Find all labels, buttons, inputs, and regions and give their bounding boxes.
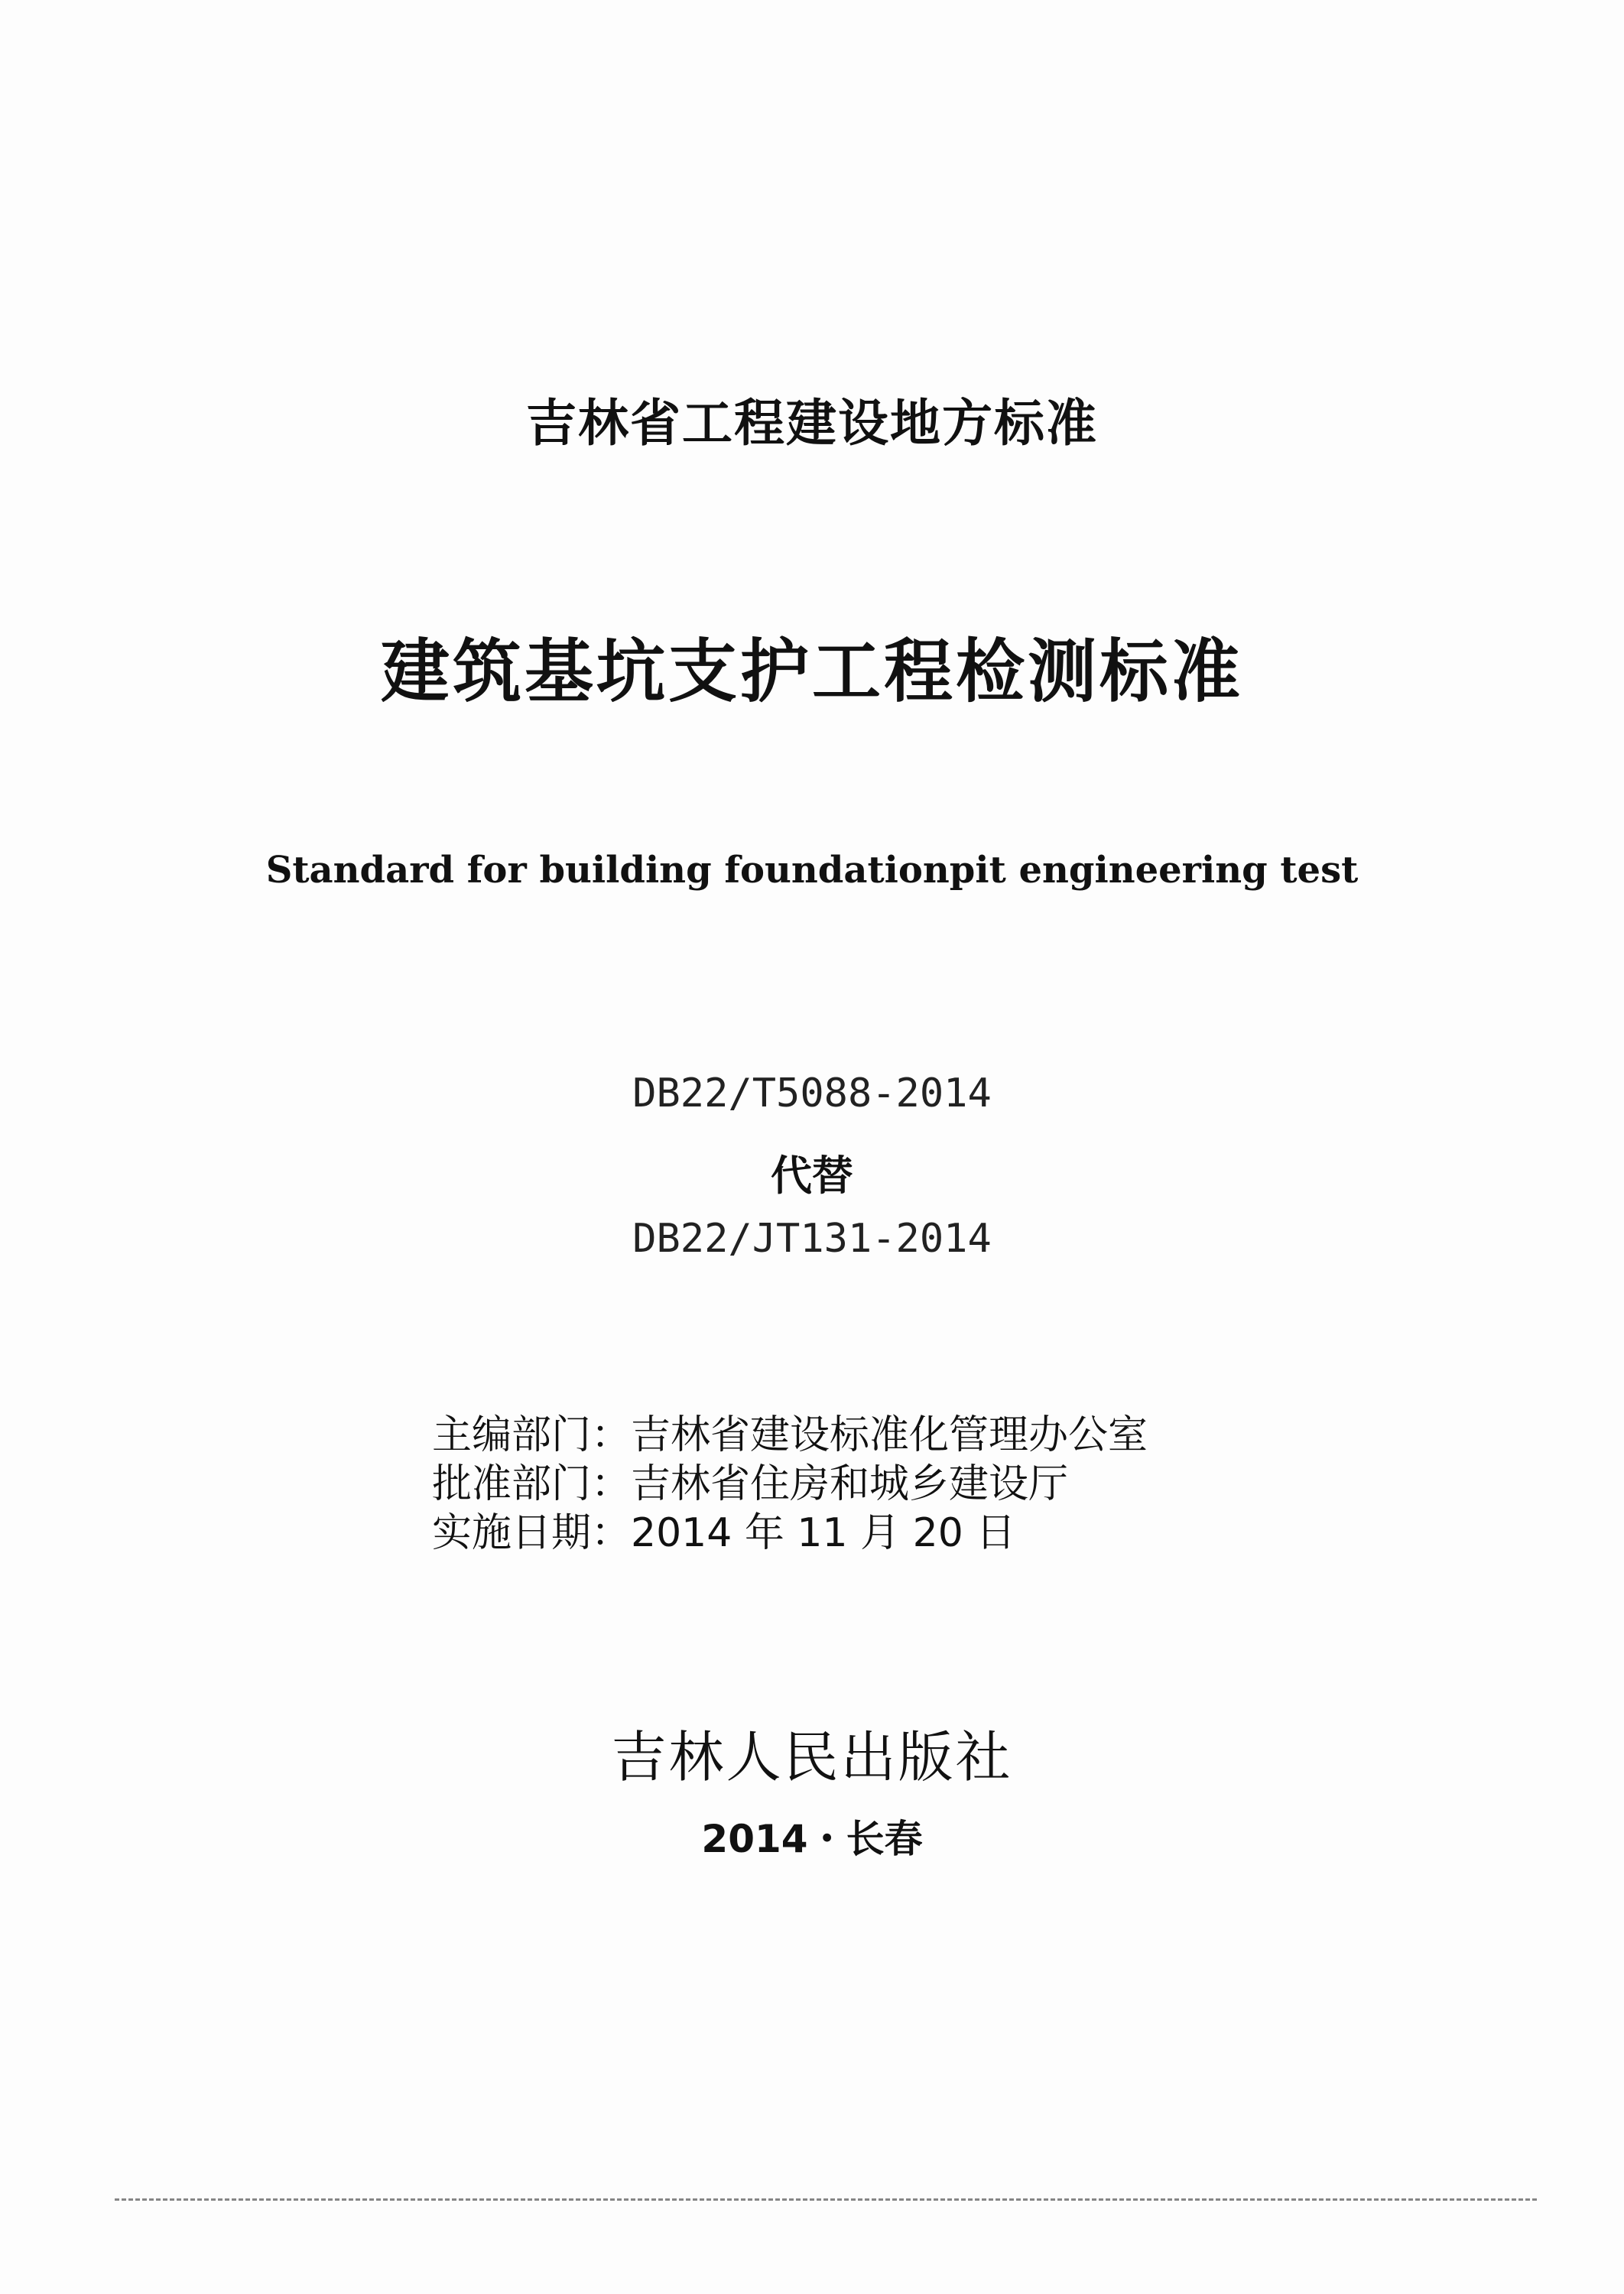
series-title: 吉林省工程建设地方标准 bbox=[526, 394, 1098, 453]
standard-code: DB22/T5088-2014 bbox=[632, 1071, 992, 1116]
bottom-scan-line bbox=[115, 2198, 1537, 2201]
info-row-editor bbox=[432, 1411, 1148, 1460]
info-row-approver bbox=[432, 1460, 1148, 1509]
title-chinese: 建筑基坑支护工程检测标准 bbox=[381, 632, 1243, 712]
info-value: 吉林省住房和城乡建设厅 bbox=[631, 1461, 1069, 1507]
replaced-standard-code: DB22/JT131-2014 bbox=[632, 1216, 992, 1262]
info-label: 实施日期： bbox=[432, 1510, 632, 1556]
publisher: 吉林人民出版社 bbox=[611, 1725, 1013, 1789]
replaces-label: 代替 bbox=[771, 1152, 853, 1200]
info-label: 批准部门： bbox=[432, 1461, 632, 1507]
info-label: 主编部门： bbox=[432, 1412, 632, 1458]
title-english: Standard for building foundationpit engineering test bbox=[265, 849, 1359, 892]
info-value: 2014 年 11 月 20 日 bbox=[631, 1510, 1016, 1556]
info-row-effective-date bbox=[432, 1509, 1148, 1558]
info-value: 吉林省建设标准化管理办公室 bbox=[631, 1412, 1148, 1458]
info-block bbox=[432, 1411, 1148, 1558]
publish-place-date: 2014・长春 bbox=[701, 1817, 923, 1861]
